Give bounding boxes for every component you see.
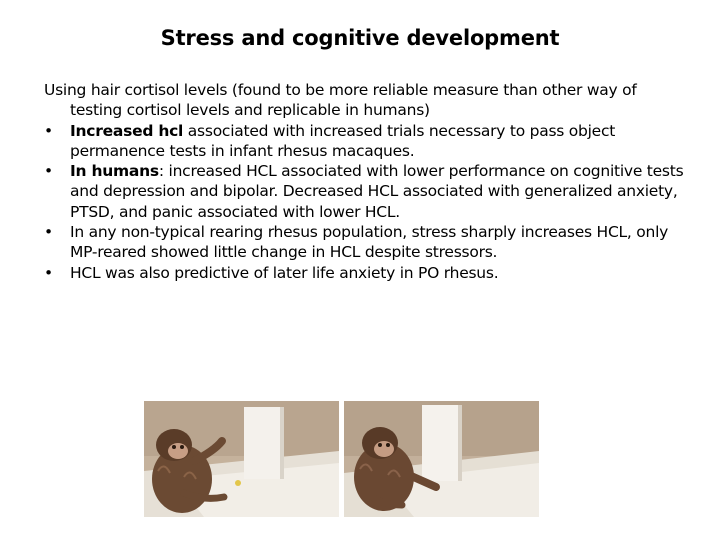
monkey-photo-2 [344,401,539,517]
intro-paragraph: Using hair cortisol levels (found to be more reliable measure than other way of testing cortisol levels and replicable in humans) [44,81,637,120]
bullet-text: associated with increased trials necessary to pass object permanence tests in infant rhesus macaques. [70,121,616,160]
slide-title: Stress and cognitive development [160,26,560,50]
bullet-text: HCL was also predictive of later life anxiety in PO rhesus. [70,263,499,282]
bullet-item [44,161,684,222]
bullet-text: : increased HCL associated with lower performance on cognitive tests and depression and bipolar. Decreased HCL associated with generalized anxiety, PTSD, and panic associated with lower HCL. [70,162,684,221]
bullet-marker: • [44,263,53,282]
bullet-marker: • [44,121,53,140]
bullet-bold-text: Increased hcl [70,121,184,140]
bullet-list [44,121,684,283]
monkey-photo-1 [144,401,339,517]
bullet-item [44,222,684,263]
bullet-item [44,263,684,283]
bullet-bold-text: In humans [70,162,159,181]
bullet-marker: • [44,162,53,181]
slide-body [44,80,684,283]
bullet-text: In any non-typical rearing rhesus population, stress sharply increases HCL, only MP-reared showed little change in HCL despite stressors. [70,223,669,262]
bullet-marker: • [44,223,53,242]
bullet-item [44,121,684,162]
